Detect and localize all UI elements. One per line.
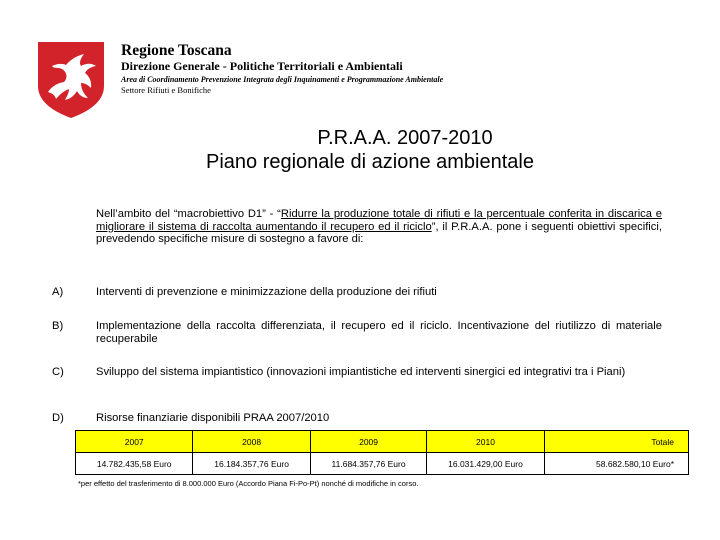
- org-area: Area di Coordinamento Prevenzione Integrata degli Inquinamenti e Programmazione Ambientale: [121, 75, 444, 84]
- funding-header-cell: 2010: [427, 431, 544, 453]
- funding-header-cell: Totale: [544, 431, 688, 453]
- page-subtitle: [0, 150, 720, 174]
- funding-header-cell: 2009: [310, 431, 426, 453]
- funding-table: [75, 430, 689, 475]
- objective-text: Sviluppo del sistema impiantistico (innovazioni impiantistiche ed interventi sinergici ed integrativi tra i Piani): [96, 366, 626, 378]
- page-subtitle-text: Piano regionale di azione ambientale: [205, 151, 534, 173]
- org-settore: Settore Rifiuti e Bonifiche: [121, 85, 211, 95]
- objective-letter: B): [52, 320, 64, 332]
- page-title: [0, 126, 720, 150]
- intro-after: ”, il P.R.A.A. pone i seguenti obiettivi specifici, prevedendo specifiche misure di sostegno a favore di:: [96, 220, 662, 245]
- objective-letter: D): [52, 412, 64, 424]
- page-title-text: P.R.A.A. 2007-2010: [317, 127, 493, 149]
- objective-text: Interventi di prevenzione e minimizzazione della produzione dei rifiuti: [96, 286, 437, 298]
- intro-paragraph: [96, 208, 662, 246]
- funding-header-cell: 2007: [76, 431, 193, 453]
- objective-letter: C): [52, 366, 64, 378]
- funding-value-cell: 58.682.580,10 Euro*: [544, 453, 688, 475]
- funding-table-header-row: [76, 431, 689, 453]
- footnote: *per effetto del trasferimento di 8.000.000 Euro (Accordo Piana Fi-Po-Pt) nonché di modifiche in corso.: [78, 479, 419, 488]
- org-title: Regione Toscana: [121, 42, 232, 59]
- intro-before: Nell’ambito del “macrobiettivo D1” - “: [96, 208, 281, 220]
- intro-underlined: Ridurre la produzione totale di rifiuti e la percentuale conferita in discarica e migliorare il sistema di raccolta aumentando il recupero ed il riciclo: [96, 208, 662, 233]
- funding-value-cell: 16.184.357,76 Euro: [193, 453, 310, 475]
- objective-letter: A): [52, 286, 64, 298]
- objective-text: Risorse finanziarie disponibili PRAA 2007/2010: [96, 412, 330, 424]
- funding-value-cell: 16.031.429,00 Euro: [427, 453, 544, 475]
- funding-header-cell: 2008: [193, 431, 310, 453]
- funding-value-cell: 11.684.357,76 Euro: [310, 453, 426, 475]
- funding-table-values-row: [76, 453, 689, 475]
- org-direzione: Direzione Generale - Politiche Territoriali e Ambientali: [121, 59, 403, 73]
- funding-value-cell: 14.782.435,58 Euro: [76, 453, 193, 475]
- regione-toscana-logo: [34, 36, 108, 120]
- objective-text: Implementazione della raccolta differenziata, il recupero ed il riciclo. Incentivazione del riutilizzo di materiale recuperabile: [96, 320, 662, 345]
